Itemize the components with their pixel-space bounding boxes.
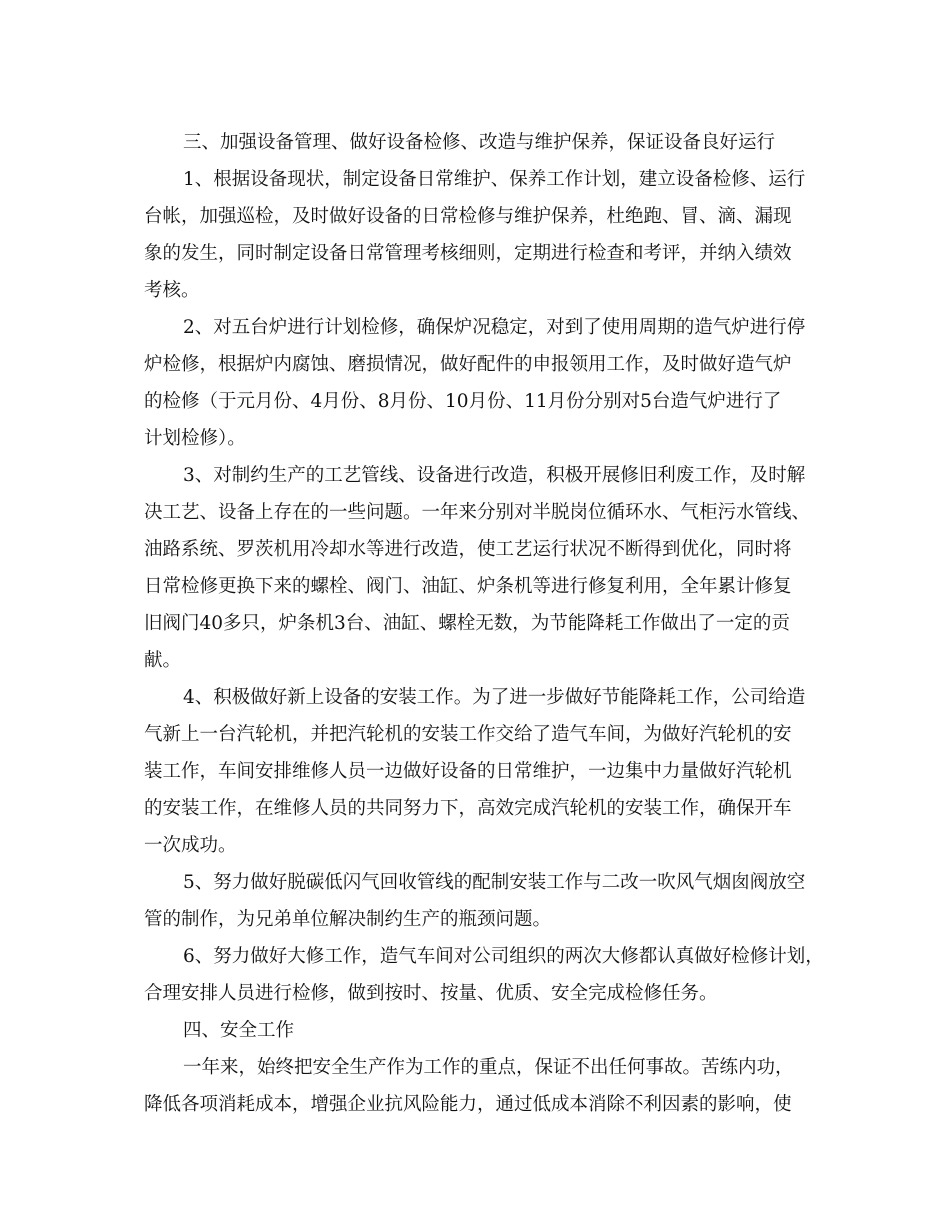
paragraph-line: 3、对制约生产的工艺管线、设备进行改造，积极开展修旧利废工作，及时解 xyxy=(183,465,806,486)
paragraph-line: 计划检修）。 xyxy=(144,428,246,449)
paragraph-line: 象的发生，同时制定设备日常管理考核细则，定期进行检查和考评，并纳入绩效 xyxy=(144,243,792,264)
paragraph-line: 炉检修，根据炉内腐蚀、磨损情况，做好配件的申报领用工作，及时做好造气炉 xyxy=(144,354,792,375)
paragraph-line: 旧阀门40多只，炉条机3台、油缸、螺栓无数，为节能降耗工作做出了一定的贡 xyxy=(144,613,790,634)
paragraph-line: 2、对五台炉进行计划检修，确保炉况稳定，对到了使用周期的造气炉进行停 xyxy=(183,317,806,338)
paragraph-line: 降低各项消耗成本，增强企业抗风险能力，通过低成本消除不利因素的影响，使 xyxy=(144,1094,792,1115)
paragraph-line: 考核。 xyxy=(144,280,200,301)
paragraph-line: 4、积极做好新上设备的安装工作。为了进一步做好节能降耗工作，公司给造 xyxy=(183,687,806,708)
paragraph-line: 日常检修更换下来的螺栓、阀门、油缸、炉条机等进行修复利用，全年累计修复 xyxy=(144,576,792,597)
paragraph-line: 一次成功。 xyxy=(144,835,237,856)
paragraph-line: 献。 xyxy=(144,650,182,671)
paragraph-line: 油路系统、罗茨机用冷却水等进行改造，使工艺运行状况不断得到优化，同时将 xyxy=(144,539,792,560)
section-heading-equipment: 三、加强设备管理、做好设备检修、改造与维护保养，保证设备良好运行 xyxy=(183,132,776,153)
paragraph-line: 决工艺、设备上存在的一些问题。一年来分别对半脱岗位循环水、气柜污水管线、 xyxy=(144,502,811,523)
paragraph-line: 的检修（于元月份、4月份、8月份、10月份、11月份分别对5台造气炉进行了 xyxy=(144,391,782,412)
paragraph-line: 管的制作，为兄弟单位解决制约生产的瓶颈问题。 xyxy=(144,909,552,930)
paragraph-line: 台帐，加强巡检，及时做好设备的日常检修与维护保养，杜绝跑、冒、滴、漏现 xyxy=(144,206,792,227)
paragraph-line: 合理安排人员进行检修，做到按时、按量、优质、安全完成检修任务。 xyxy=(144,983,718,1004)
paragraph-line: 6、努力做好大修工作，造气车间对公司组织的两次大修都认真做好检修计划， xyxy=(183,946,824,967)
section-heading-safety: 四、安全工作 xyxy=(183,1020,295,1041)
paragraph-line: 气新上一台汽轮机，并把汽轮机的安装工作交给了造气车间，为做好汽轮机的安 xyxy=(144,724,792,745)
paragraph-line: 的安装工作，在维修人员的共同努力下，高效完成汽轮机的安装工作，确保开车 xyxy=(144,798,792,819)
paragraph-line: 1、根据设备现状，制定设备日常维护、保养工作计划，建立设备检修、运行 xyxy=(183,169,806,190)
paragraph-line: 5、努力做好脱碳低闪气回收管线的配制安装工作与二改一吹风气烟囱阀放空 xyxy=(183,872,806,893)
paragraph-line: 装工作，车间安排维修人员一边做好设备的日常维护，一边集中力量做好汽轮机 xyxy=(144,761,792,782)
paragraph-line: 一年来，始终把安全生产作为工作的重点，保证不出任何事故。苦练内功， xyxy=(183,1057,794,1078)
